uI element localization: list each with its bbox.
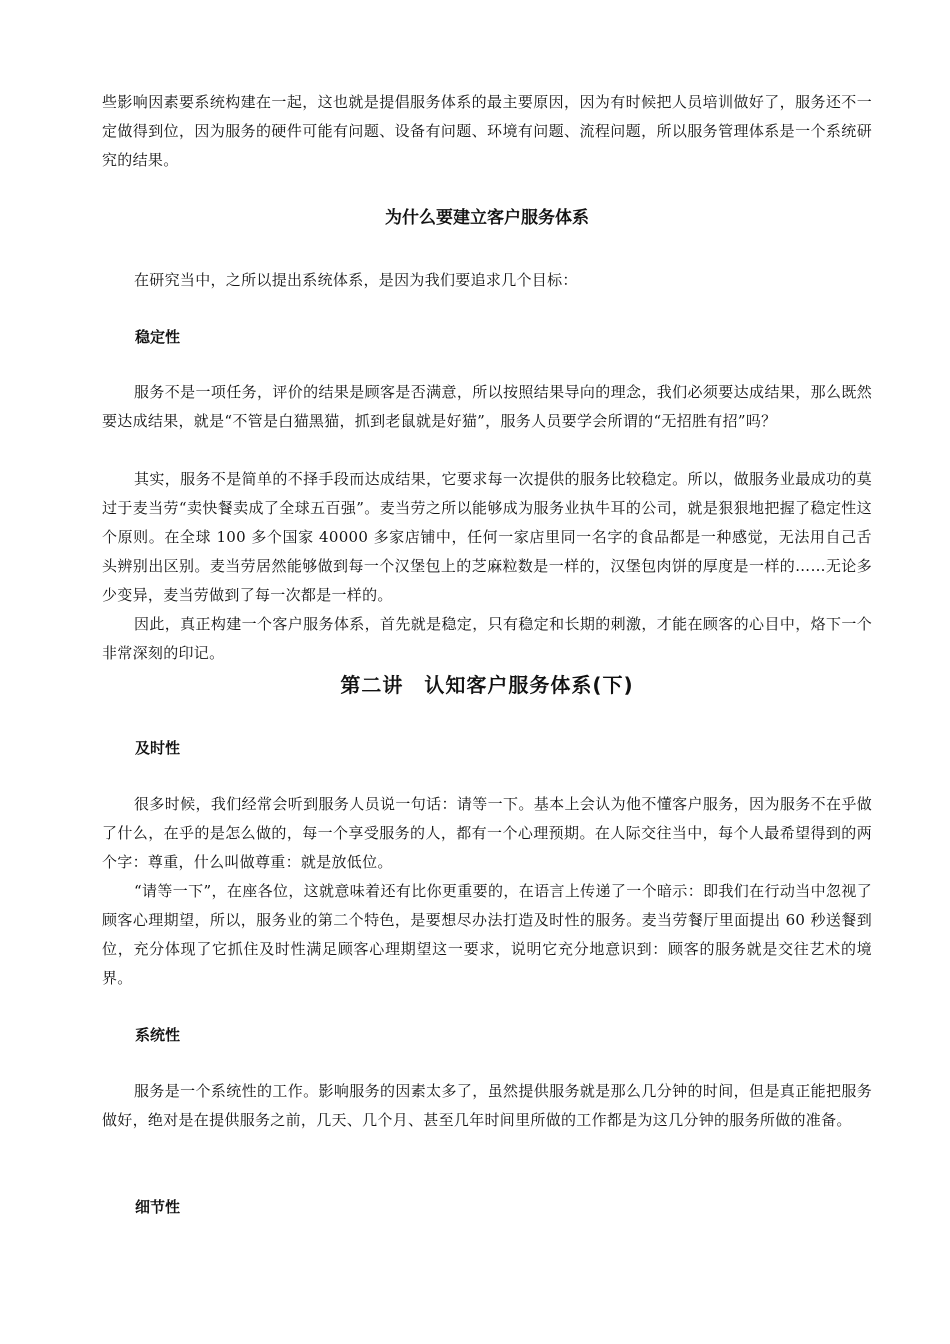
chapter-title: 第二讲 认知客户服务体系(下) (340, 673, 634, 697)
section-title-why: 为什么要建立客户服务体系 (385, 208, 589, 228)
subheading-detail: 细节性 (135, 1198, 181, 1216)
subheading-stability: 稳定性 (135, 328, 181, 346)
timeliness-paragraph-2: “请等一下”，在座各位，这就意味着还有比你更重要的，在语言上传递了一个暗示：即我们在行动当中忽视了顾客心理期望，所以，服务业的第二个特色，是要想尽办法打造及时性的服务。麦当劳餐厅里面提出 60 秒送餐到位，充分体现了它抓住及时性满足顾客心理期望这一要求，说明它充分地意识到：顾客的服务就是交往艺术的境界。 (102, 882, 872, 987)
stability-paragraph-2: 其实，服务不是简单的不择手段而达成结果，它要求每一次提供的服务比较稳定。所以，做服务业最成功的莫过于麦当劳“卖快餐卖成了全球五百强”。麦当劳之所以能够成为服务业执牛耳的公司，就是狠狠地把握了稳定性这个原则。在全球 100 多个国家 40000 多家店铺中，任何一家店里同一名字的食品都是一种感觉，无法用自己舌头辨别出区别。麦当劳居然能够做到每一个汉堡包上的芝麻粒数是一样的，汉堡包肉饼的厚度是一样的……无论多少变异，麦当劳做到了每一次都是一样的。 (102, 470, 872, 604)
subheading-systematic: 系统性 (135, 1026, 181, 1044)
timeliness-paragraph-1: 很多时候，我们经常会听到服务人员说一句话：请等一下。基本上会认为他不懂客户服务，因为服务不在乎做了什么，在乎的是怎么做的，每一个享受服务的人，都有一个心理预期。在人际交往当中，每个人最希望得到的两个字：尊重，什么叫做尊重：就是放低位。 (102, 795, 872, 871)
intro-paragraph: 些影响因素要系统构建在一起，这也就是提倡服务体系的最主要原因，因为有时候把人员培训做好了，服务还不一定做得到位，因为服务的硬件可能有问题、设备有问题、环境有问题、流程问题，所以服务管理体系是一个系统研究的结果。 (102, 93, 872, 169)
systematic-paragraph-1: 服务是一个系统性的工作。影响服务的因素太多了，虽然提供服务就是那么几分钟的时间，但是真正能把服务做好，绝对是在提供服务之前，几天、几个月、甚至几年时间里所做的工作都是为这几分钟的服务所做的准备。 (102, 1082, 872, 1129)
stability-paragraph-3: 因此，真正构建一个客户服务体系，首先就是稳定，只有稳定和长期的刺激，才能在顾客的心目中，烙下一个非常深刻的印记。 (102, 615, 872, 662)
subheading-timeliness: 及时性 (135, 739, 181, 757)
stability-paragraph-1: 服务不是一项任务，评价的结果是顾客是否满意，所以按照结果导向的理念，我们必须要达成结果，那么既然要达成结果，就是“不管是白猫黑猫，抓到老鼠就是好猫”，服务人员要学会所谓的“无招胜有招”吗？ (102, 383, 872, 430)
section-why-lead: 在研究当中，之所以提出系统体系，是因为我们要追求几个目标： (134, 271, 578, 289)
